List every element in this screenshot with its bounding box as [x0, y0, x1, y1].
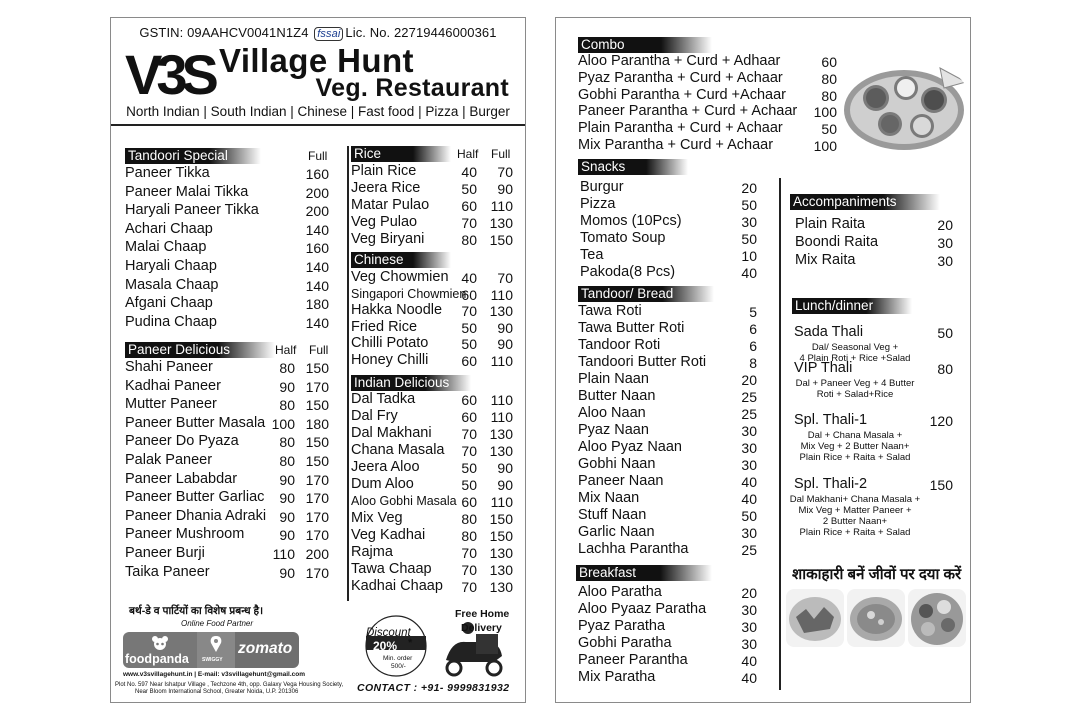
menu-item-price-price: 50 [821, 121, 837, 138]
menu-item-name: Lachha Parantha [578, 541, 689, 557]
menu-item-price-full: 170 [305, 471, 329, 488]
menu-item-price-half: 60 [461, 392, 477, 408]
menu-item-price-price: 10 [741, 248, 757, 264]
menu-item-price-full: 110 [490, 286, 513, 303]
menu-item-name: Veg Pulao [351, 214, 418, 230]
menu-item-price-price: 40 [741, 265, 757, 281]
menu-item-price-full: 130 [489, 215, 513, 231]
menu-item-name: Spl. Thali-1 [794, 412, 868, 428]
menu-item-price-price: 20 [741, 372, 757, 388]
menu-item-price-price: 40 [741, 653, 757, 669]
zomato-badge [235, 632, 299, 668]
menu-item-price-half: 110 [272, 546, 295, 562]
menu-item-price-full: 70 [497, 270, 513, 286]
menu-item-name: Gobhi Parantha + Curd +Achaar [578, 86, 786, 103]
section-title-rice: Rice [351, 146, 451, 162]
online-partner-label: Online Food Partner [181, 619, 254, 628]
menu-item-name: Malai Chaap [125, 239, 207, 256]
menu-item-price-full: 90 [497, 460, 513, 476]
thali-description: 2 Butter Naan+ [822, 516, 888, 527]
menu-item-price-half: 80 [461, 528, 477, 544]
menu-item-price-half: 40 [461, 164, 477, 180]
menu-item-price-full: 150 [305, 397, 329, 414]
address-line-1: Plot No. 597 Near Ishatpur Village , Techzone 4th, opp. Galaxy Vega Housing Society, [115, 682, 344, 688]
party-note: बर्थ-डे व पार्टियों का विशेष प्रबन्ध है। [129, 605, 264, 617]
menu-item-price-price: 80 [937, 361, 953, 377]
menu-item-price-full: 150 [489, 232, 513, 248]
thali-description: Dal + Chana Masala + [807, 430, 903, 441]
header-divider [111, 124, 525, 126]
menu-item-name: Achari Chaap [125, 220, 213, 237]
menu-page-right [555, 17, 971, 703]
menu-item-name: Tawa Butter Roti [578, 320, 685, 336]
web-email: www.v3svillagehunt.in | E-mail: v3svillagehunt@gmail.com [123, 671, 306, 678]
menu-item-price-price: 30 [741, 457, 757, 473]
menu-item-price-price: 25 [741, 389, 757, 405]
menu-item-price-half: 90 [279, 564, 295, 581]
menu-item-price-full: 90 [497, 319, 513, 336]
menu-item-price-price: 50 [741, 231, 757, 247]
swiggy-logo-icon [209, 635, 223, 653]
menu-item-name: Chana Masala [351, 442, 445, 458]
menu-item-name: Momos (10Pcs) [580, 213, 682, 229]
menu-item-price-half: 70 [461, 562, 477, 578]
menu-item-name: Pizza [580, 196, 616, 212]
menu-item-name: Haryali Paneer Tikka [125, 202, 259, 219]
menu-item-price-half: 70 [461, 443, 477, 459]
menu-item-name: Aloo Parantha + Curd + Adhaar [578, 53, 781, 69]
menu-item-name: Fried Rice [351, 318, 418, 335]
menu-item-name: Palak Paneer [125, 452, 213, 468]
menu-item-price-half: 80 [279, 453, 295, 469]
cuisine-list: North Indian | South Indian | Chinese | Fast food | Pizza | Burger [126, 104, 510, 119]
menu-item-price-price: 25 [741, 542, 757, 558]
menu-item-price-full: 150 [305, 453, 329, 469]
menu-item-price-full: 130 [489, 443, 513, 459]
menu-item-price-full: 150 [305, 434, 329, 451]
thali-description: 4 Plain Roti + Rice +Salad [799, 353, 911, 364]
menu-item-price-full: 170 [305, 490, 329, 507]
brand-subtitle: Veg. Restaurant [315, 74, 509, 102]
discount-label: Discount [366, 627, 411, 639]
menu-item-price-full: 140 [305, 277, 329, 294]
menu-item-name: Singapori Chowmien [351, 286, 467, 301]
menu-item-name: Tawa Roti [578, 303, 642, 319]
column-header-full: Full [491, 147, 511, 161]
free-delivery-line-2: Delivery [461, 622, 502, 634]
menu-item-price-price: 20 [937, 217, 953, 233]
menu-item-price-full: 200 [305, 203, 329, 220]
menu-item-price-half: 70 [461, 303, 477, 320]
menu-item-name: Veg Biryani [351, 231, 425, 247]
section-title-tandoori-special: Tandoori Special [125, 148, 261, 164]
menu-item-price-price: 60 [821, 54, 837, 70]
slogan: शाकाहारी बनें जीवों पर दया करें [792, 566, 962, 583]
menu-item-price-half: 60 [461, 198, 477, 214]
menu-item-name: Plain Raita [795, 216, 866, 232]
menu-item-name: Spl. Thali-2 [794, 476, 868, 492]
v3s-logo [123, 42, 223, 104]
menu-item-price-full: 160 [305, 166, 329, 182]
license-text: Lic. No. 22719446000361 [345, 25, 497, 40]
menu-item-price-full: 140 [305, 314, 329, 331]
menu-item-price-full: 110 [490, 353, 513, 369]
menu-item-price-half: 80 [279, 360, 295, 376]
column-divider [347, 146, 349, 601]
menu-item-name: VIP Thali [794, 360, 853, 376]
menu-item-name: Plain Parantha + Curd + Achaar [578, 120, 783, 137]
menu-item-name: Butter Naan [578, 388, 656, 404]
menu-item-name: Tawa Chaap [351, 561, 432, 577]
menu-item-name: Paneer Parantha [578, 652, 688, 668]
menu-item-name: Mix Raita [795, 252, 856, 268]
menu-item-name: Tomato Soup [580, 230, 666, 246]
menu-item-name: Paneer Naan [578, 473, 664, 489]
dish-photo [847, 589, 905, 647]
column-header-half: Half [457, 147, 479, 161]
menu-item-price-half: 80 [461, 511, 477, 527]
foodpanda-text: foodpanda [125, 652, 189, 666]
menu-item-name: Pudina Chaap [125, 313, 217, 330]
menu-item-price-price: 8 [749, 355, 757, 371]
foodpanda-logo-icon [150, 635, 170, 651]
menu-item-name: Mix Veg [351, 510, 403, 526]
menu-item-price-half: 50 [461, 460, 477, 476]
section-title-tandoor-bread: Tandoor/ Bread [578, 286, 714, 302]
menu-item-price-price: 50 [741, 197, 757, 213]
menu-item-price-price: 30 [937, 235, 953, 251]
menu-item-price-half: 70 [461, 215, 477, 231]
menu-item-name: Dal Fry [351, 408, 398, 424]
menu-item-name: Dal Tadka [351, 391, 416, 407]
column-header-full: Full [309, 343, 329, 357]
free-delivery-line-1: Free Home [455, 608, 510, 620]
contact-number: CONTACT : +91- 9999831932 [357, 682, 510, 694]
address-line-2: Near Bloom International School, Greater Noida, U.P. 201306 [135, 689, 299, 695]
menu-item-name: Veg Kadhai [351, 527, 426, 543]
section-title-snacks: Snacks [578, 159, 688, 175]
menu-item-name: Paneer Do Pyaza [125, 433, 239, 450]
menu-item-price-full: 110 [490, 409, 513, 425]
menu-item-name: Paneer Mushroom [125, 526, 245, 543]
menu-item-price-full: 170 [305, 564, 329, 581]
menu-item-price-price: 40 [741, 491, 757, 507]
menu-item-price-half: 80 [279, 397, 295, 414]
thali-description: Dal Makhani+ Chana Masala + [789, 494, 921, 505]
menu-item-name: Dal Makhani [351, 425, 432, 441]
menu-item-name: Mix Parantha + Curd + Achaar [578, 137, 774, 153]
menu-item-price-half: 100 [271, 415, 295, 432]
menu-item-price-full: 180 [305, 296, 329, 313]
swiggy-badge [197, 632, 235, 668]
menu-item-price-half: 50 [461, 319, 477, 336]
menu-item-name: Jeera Aloo [351, 459, 420, 475]
menu-item-price-half: 70 [461, 579, 477, 595]
menu-item-price-full: 180 [305, 415, 329, 432]
menu-item-price-price: 120 [929, 413, 953, 429]
menu-item-price-half: 90 [279, 378, 295, 395]
menu-item-name: Aloo Pyaaz Paratha [578, 601, 707, 617]
menu-item-price-price: 150 [929, 477, 953, 493]
logo-text: V3S [125, 43, 213, 104]
menu-item-price-full: 90 [497, 477, 513, 493]
menu-item-name: Stuff Naan [578, 507, 647, 523]
menu-item-name: Veg Chowmien [351, 269, 449, 285]
menu-item-name: Pyaz Parantha + Curd + Achaar [578, 69, 783, 86]
menu-item-price-price: 80 [821, 87, 837, 104]
fssai-logo: fssai [314, 27, 343, 41]
menu-item-name: Sada Thali [794, 324, 864, 340]
thali-description: Dal + Paneer Veg + 4 Butter [795, 378, 915, 389]
menu-item-price-price: 20 [741, 585, 757, 601]
menu-item-price-full: 200 [305, 184, 329, 201]
menu-item-name: Gobhi Paratha [578, 635, 672, 651]
menu-item-price-full: 130 [489, 426, 513, 442]
menu-item-name: Rajma [351, 544, 393, 560]
menu-item-name: Mix Naan [578, 490, 640, 506]
menu-item-price-half: 80 [279, 434, 295, 451]
menu-item-price-full: 200 [305, 546, 329, 562]
min-order-label: Min. order [383, 655, 413, 662]
menu-item-price-half: 50 [461, 336, 477, 353]
menu-item-name: Pyaz Paratha [578, 618, 666, 634]
menu-item-name: Mix Paratha [578, 669, 656, 685]
menu-item-price-full: 170 [305, 527, 329, 544]
foodpanda-badge [123, 632, 197, 668]
menu-item-name: Paneer Burji [125, 545, 205, 561]
menu-item-name: Aloo Pyaz Naan [578, 439, 682, 455]
menu-item-name: Shahi Paneer [125, 359, 213, 375]
dish-photo [786, 589, 844, 647]
menu-item-price-full: 150 [489, 511, 513, 527]
column-header-full: Full [308, 149, 328, 163]
menu-item-name: Haryali Chaap [125, 258, 217, 274]
license-line [111, 25, 525, 41]
section-title-combo: Combo [578, 37, 712, 53]
menu-item-name: Hakka Noodle [351, 302, 443, 319]
brand-name: Village Hunt [219, 42, 414, 79]
menu-item-price-price: 80 [821, 70, 837, 87]
menu-item-name: Kadhai Paneer [125, 377, 221, 394]
thali-description: Plain Rice + Raita + Salad [799, 527, 911, 538]
menu-item-price-half: 70 [461, 426, 477, 442]
menu-item-name: Burgur [580, 179, 624, 195]
discount-asterisk: * [408, 637, 413, 649]
menu-item-name: Taika Paneer [125, 563, 210, 580]
menu-item-price-full: 140 [305, 259, 329, 275]
menu-item-price-full: 170 [305, 378, 329, 395]
menu-item-name: Paneer Parantha + Curd + Achaar [578, 103, 798, 120]
menu-item-price-price: 5 [749, 304, 757, 320]
section-title-indian-delicious: Indian Delicious [351, 375, 471, 391]
menu-item-price-price: 30 [741, 440, 757, 456]
menu-item-price-price: 30 [741, 602, 757, 618]
menu-item-name: Jeera Rice [351, 180, 421, 196]
menu-item-name: Paneer Butter Garliac [125, 489, 265, 506]
thali-description: Mix Veg + 2 Butter Naan+ [800, 441, 910, 452]
menu-item-name: Boondi Raita [795, 234, 879, 250]
menu-page-left [110, 17, 526, 703]
menu-item-name: Plain Rice [351, 163, 417, 179]
menu-item-price-full: 110 [490, 198, 513, 214]
menu-item-name: Dum Aloo [351, 476, 414, 492]
menu-item-price-full: 130 [489, 545, 513, 561]
menu-item-price-price: 30 [741, 423, 757, 439]
menu-item-price-price: 50 [741, 508, 757, 524]
thali-photo [842, 58, 971, 154]
zomato-text: zomato [238, 640, 293, 657]
menu-item-price-price: 6 [749, 321, 757, 337]
menu-item-name: Paneer Butter Masala [125, 414, 266, 431]
menu-item-price-half: 90 [279, 490, 295, 507]
menu-item-name: Tandoor Roti [578, 337, 661, 353]
menu-item-name: Tandoori Butter Roti [578, 354, 707, 370]
menu-item-price-half: 80 [461, 232, 477, 248]
menu-item-name: Paneer Tikka [125, 165, 210, 181]
menu-item-price-full: 110 [490, 494, 513, 510]
menu-item-name: Paneer Lababdar [125, 470, 238, 487]
column-header-half: Half [275, 343, 297, 357]
min-order-value: 500/- [391, 663, 406, 670]
menu-item-name: Aloo Naan [578, 405, 646, 421]
menu-item-price-price: 30 [741, 636, 757, 652]
menu-item-price-full: 90 [497, 181, 513, 197]
menu-item-price-full: 170 [305, 508, 329, 525]
menu-item-price-half: 50 [461, 181, 477, 197]
menu-item-price-half: 90 [279, 508, 295, 525]
menu-item-price-price: 6 [749, 338, 757, 354]
menu-item-price-half: 50 [461, 477, 477, 493]
menu-item-name: Kadhai Chaap [351, 578, 443, 594]
menu-item-price-full: 90 [497, 336, 513, 353]
menu-item-name: Mutter Paneer [125, 396, 217, 413]
menu-item-price-full: 150 [489, 528, 513, 544]
menu-item-price-price: 50 [937, 325, 953, 341]
menu-item-price-price: 100 [813, 104, 837, 121]
dish-photo [908, 589, 966, 647]
section-title-lunch-dinner: Lunch/dinner [792, 298, 912, 314]
menu-item-name: Aloo Paratha [578, 584, 662, 600]
menu-item-name: Honey Chilli [351, 352, 429, 368]
thali-description: Dal/ Seasonal Veg + [811, 342, 899, 353]
menu-item-name: Aloo Gobhi Masala [351, 494, 457, 508]
menu-item-price-half: 60 [461, 353, 477, 369]
menu-item-price-half: 90 [279, 471, 295, 488]
menu-item-name: Matar Pulao [351, 197, 430, 213]
menu-item-price-full: 150 [305, 360, 329, 376]
menu-item-name: Garlic Naan [578, 524, 655, 540]
menu-item-name: Tea [580, 247, 604, 263]
menu-item-price-full: 130 [489, 562, 513, 578]
thali-description: Plain Rice + Raita + Salad [799, 452, 911, 463]
menu-item-price-price: 25 [741, 406, 757, 422]
menu-item-price-price: 100 [813, 138, 837, 154]
gstin-text: GSTIN: 09AAHCV0041N1Z4 [139, 25, 309, 40]
thali-description: Roti + Salad+Rice [816, 389, 894, 400]
menu-item-name: Paneer Malai Tikka [125, 183, 249, 200]
swiggy-text: SWIGGY [202, 657, 223, 663]
discount-value: 20% [373, 639, 398, 653]
section-title-paneer-delicious: Paneer Delicious [125, 342, 275, 358]
menu-item-price-half: 60 [461, 409, 477, 425]
menu-item-price-full: 130 [489, 579, 513, 595]
menu-item-name: Afgani Chaap [125, 295, 213, 312]
menu-item-price-price: 30 [741, 525, 757, 541]
menu-item-price-half: 90 [279, 527, 295, 544]
menu-item-price-half: 40 [461, 270, 477, 286]
menu-item-price-price: 40 [741, 670, 757, 686]
menu-item-price-full: 130 [489, 303, 513, 320]
section-title-breakfast: Breakfast [576, 565, 712, 581]
menu-item-price-full: 70 [497, 164, 513, 180]
menu-item-price-price: 20 [741, 180, 757, 196]
menu-item-name: Pakoda(8 Pcs) [580, 264, 676, 280]
menu-item-name: Pyaz Naan [578, 422, 649, 438]
menu-item-name: Paneer Dhania Adraki [125, 507, 267, 524]
menu-item-price-full: 160 [305, 240, 329, 257]
menu-item-price-price: 40 [741, 474, 757, 490]
menu-item-name: Masala Chaap [125, 276, 219, 293]
menu-item-price-full: 110 [490, 392, 513, 408]
thali-description: Mix Veg + Matter Paneer + [798, 505, 912, 516]
menu-item-price-full: 140 [305, 221, 329, 238]
menu-item-price-price: 30 [741, 619, 757, 635]
menu-item-name: Gobhi Naan [578, 456, 656, 472]
menu-item-name: Chilli Potato [351, 335, 429, 352]
menu-item-price-half: 70 [461, 545, 477, 561]
section-title-chinese: Chinese [351, 252, 451, 268]
section-title-accompaniments: Accompaniments [790, 194, 940, 210]
menu-item-price-price: 30 [741, 214, 757, 230]
menu-item-price-half: 60 [461, 286, 477, 303]
menu-item-name: Plain Naan [578, 371, 649, 387]
menu-item-price-half: 60 [461, 494, 477, 510]
menu-item-price-price: 30 [937, 253, 953, 269]
